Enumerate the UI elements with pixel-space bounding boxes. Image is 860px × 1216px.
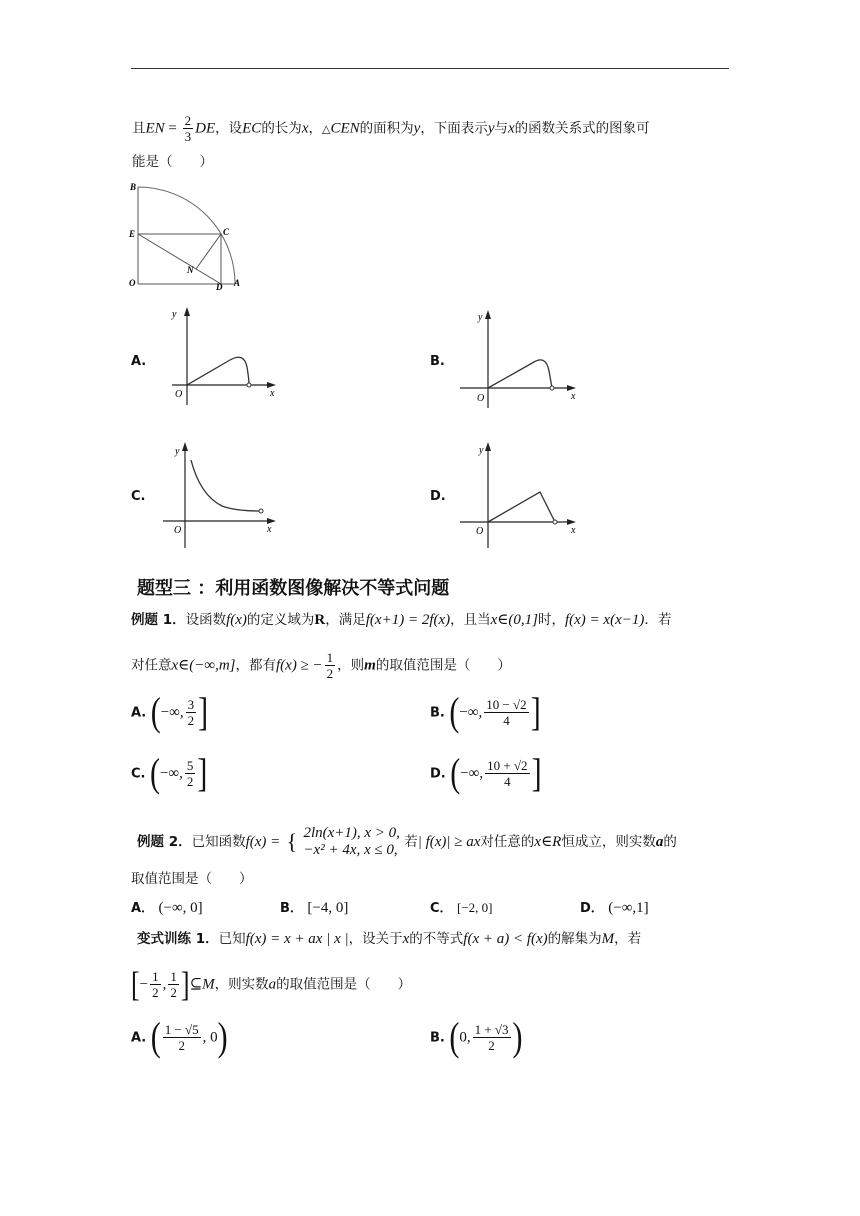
variant-option-a[interactable]: A. ( $\frac{1 - √5}{2}$ , 0) bbox=[131, 1014, 228, 1060]
graph-b-x-label: x bbox=[571, 391, 576, 402]
intro-line-1: 且EN = $\frac{2}{3}$ DE，设EC的长为x，△CEN的面积为y，下面表示y与x的函数关系式的图象可 bbox=[132, 113, 650, 144]
example-2-option-d[interactable]: D． (−∞,1] bbox=[580, 900, 649, 916]
intro-line-2: 能是（ ） bbox=[132, 154, 213, 170]
graph-a-x-label: x bbox=[270, 388, 275, 399]
section-heading: 题型三 ：利用函数图像解决不等式问题 bbox=[137, 578, 450, 599]
variant-option-b[interactable]: B. (0, $\frac{1 + √3}{2}$ ) bbox=[430, 1014, 523, 1060]
graph-option-c bbox=[160, 440, 285, 552]
point-label-e: E bbox=[129, 229, 136, 239]
graph-option-d bbox=[458, 440, 583, 552]
example-1-option-a[interactable]: A. (−∞, $\frac{3}{2}$ ] bbox=[131, 689, 209, 735]
graph-option-c-letter: C. bbox=[131, 489, 146, 504]
graph-option-b-letter: B. bbox=[430, 354, 445, 369]
header-rule bbox=[131, 68, 729, 69]
graph-option-d-letter: D. bbox=[430, 489, 446, 504]
example-2-option-c[interactable]: C． [−2, 0] bbox=[430, 900, 493, 916]
fraction-two-thirds: $\frac{2}{3}$ bbox=[184, 113, 192, 144]
piecewise-cases: 2ln(x+1), x > 0, −x² + 4x, x ≤ 0, bbox=[303, 825, 400, 858]
example-1-line-2: 对任意x∈(−∞,m]，都有f(x) ≥ − $\frac{1}{2}$ ，则m的取值范围是（ ） bbox=[131, 650, 511, 681]
graph-option-b bbox=[458, 308, 583, 418]
point-label-d: D bbox=[216, 282, 223, 292]
variant-line-2: [− $\frac{1}{2}$ , $\frac{1}{2}$ ]⊆M，则实数a的取值范围是（ ） bbox=[131, 964, 412, 1004]
example-2-option-a[interactable]: A． (−∞, 0] bbox=[131, 900, 203, 916]
interval-left-fraction: $\frac{1}{2}$ bbox=[152, 969, 159, 1000]
example-1-option-b[interactable]: B. (−∞, $\frac{10 - √2}{4}$ ] bbox=[430, 689, 541, 735]
example-2-line-1: 例题 2．已知函数f(x) = { 2ln(x+1), x > 0, −x² + 4x, x ≤ 0, 若| f(x)| ≥ ax对任意的x∈R恒成立，则实数a的 bbox=[137, 825, 677, 858]
point-label-b: B bbox=[130, 182, 137, 192]
graph-b-y-label: y bbox=[478, 312, 483, 323]
graph-b-origin: O bbox=[477, 393, 485, 404]
quarter-circle-figure bbox=[125, 178, 250, 293]
graph-d-y-label: y bbox=[479, 445, 484, 456]
graph-c-x-label: x bbox=[267, 524, 272, 535]
graph-option-a bbox=[160, 305, 285, 415]
fraction-one-half: $\frac{1}{2}$ bbox=[326, 650, 334, 681]
graph-option-a-letter: A. bbox=[131, 354, 147, 369]
graph-d-x-label: x bbox=[571, 525, 576, 536]
variant-line-1: 变式训练 1．已知f(x) = x + ax | x |，设关于x的不等式f(x + a) < f(x)的解集为M，若 bbox=[137, 931, 642, 947]
example-1-line-1: 例题 1．设函数f(x)的定义域为R，满足f(x+1) = 2f(x)，且当x∈(0,1]时，f(x) = x(x−1)．若 bbox=[131, 612, 672, 628]
point-label-o: O bbox=[129, 278, 136, 288]
graph-a-origin: O bbox=[175, 389, 183, 400]
graph-c-y-label: y bbox=[175, 446, 180, 457]
graph-d-origin: O bbox=[476, 526, 484, 537]
point-label-n: N bbox=[187, 265, 194, 275]
point-label-a: A bbox=[234, 278, 241, 288]
point-label-c: C bbox=[223, 227, 230, 237]
graph-c-origin: O bbox=[174, 525, 182, 536]
example-1-option-d[interactable]: D. (−∞, $\frac{10 + √2}{4}$ ] bbox=[430, 750, 542, 796]
example-2-option-b[interactable]: B． [−4, 0] bbox=[280, 900, 349, 916]
interval-right-fraction: $\frac{1}{2}$ bbox=[170, 969, 177, 1000]
example-1-option-c[interactable]: C. (−∞, $\frac{5}{2}$ ] bbox=[131, 750, 208, 796]
graph-a-y-label: y bbox=[172, 309, 177, 320]
example-2-line-2: 取值范围是（ ） bbox=[131, 871, 253, 887]
